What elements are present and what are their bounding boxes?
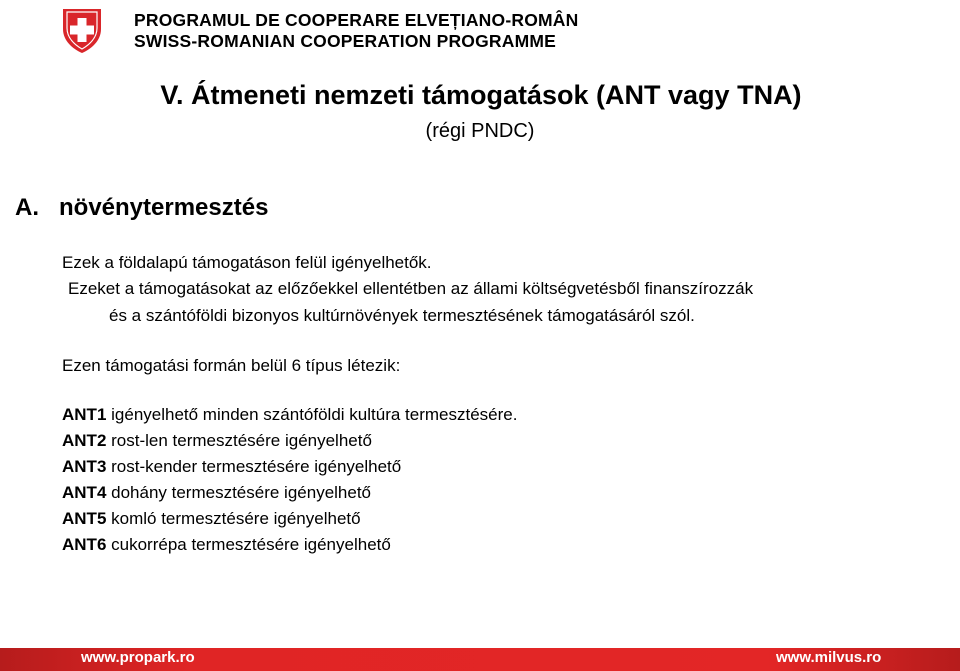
- item-code: ANT1: [62, 405, 107, 424]
- paragraph-funding-line1: Ezeket a támogatásokat az előzőekkel ellentétben az állami költségvetésből finanszírozzák: [68, 279, 754, 298]
- list-item: [62, 483, 371, 503]
- paragraph-intro: Ezek a földalapú támogatáson felül igényelhetők.: [62, 253, 432, 272]
- paragraph-funding-line2: és a szántóföldi bizonyos kultúrnövények termesztésének támogatásáról szól.: [109, 306, 695, 325]
- list-item: [62, 457, 401, 477]
- item-text: dohány termesztésére igényelhető: [106, 483, 372, 502]
- list-item: [62, 405, 517, 425]
- section-letter: A.: [15, 194, 39, 221]
- item-code: ANT5: [62, 509, 107, 528]
- item-code: ANT4: [62, 483, 107, 502]
- list-item: [62, 535, 391, 555]
- org-name-english: SWISS-ROMANIAN COOPERATION PROGRAMME: [134, 31, 557, 51]
- footer-link-milvus[interactable]: www.milvus.ro: [776, 649, 882, 666]
- paragraph-types-intro: Ezen támogatási formán belül 6 típus létezik:: [62, 356, 401, 375]
- slide-title: V. Átmeneti nemzeti támogatások (ANT vagy TNA): [160, 80, 802, 110]
- item-code: ANT3: [62, 457, 107, 476]
- list-item: [62, 509, 361, 529]
- item-text: igényelhető minden szántóföldi kultúra termesztésére.: [106, 405, 518, 424]
- item-text: rost-kender termesztésére igényelhető: [106, 457, 402, 476]
- section-heading: [15, 194, 268, 222]
- footer-bar: [0, 648, 960, 671]
- slide-subtitle: (régi PNDC): [425, 120, 535, 142]
- item-text: komló termesztésére igényelhető: [106, 509, 361, 528]
- item-text: rost-len termesztésére igényelhető: [106, 431, 372, 450]
- section-title: növénytermesztés: [59, 194, 269, 221]
- footer-link-propark[interactable]: www.propark.ro: [81, 649, 195, 666]
- org-name-romanian: PROGRAMUL DE COOPERARE ELVEȚIANO-ROMÂN: [134, 10, 579, 30]
- list-item: [62, 431, 372, 451]
- item-code: ANT6: [62, 535, 107, 554]
- item-code: ANT2: [62, 431, 107, 450]
- item-text: cukorrépa termesztésére igényelhető: [106, 535, 391, 554]
- swiss-cross-shield-icon: [57, 5, 107, 55]
